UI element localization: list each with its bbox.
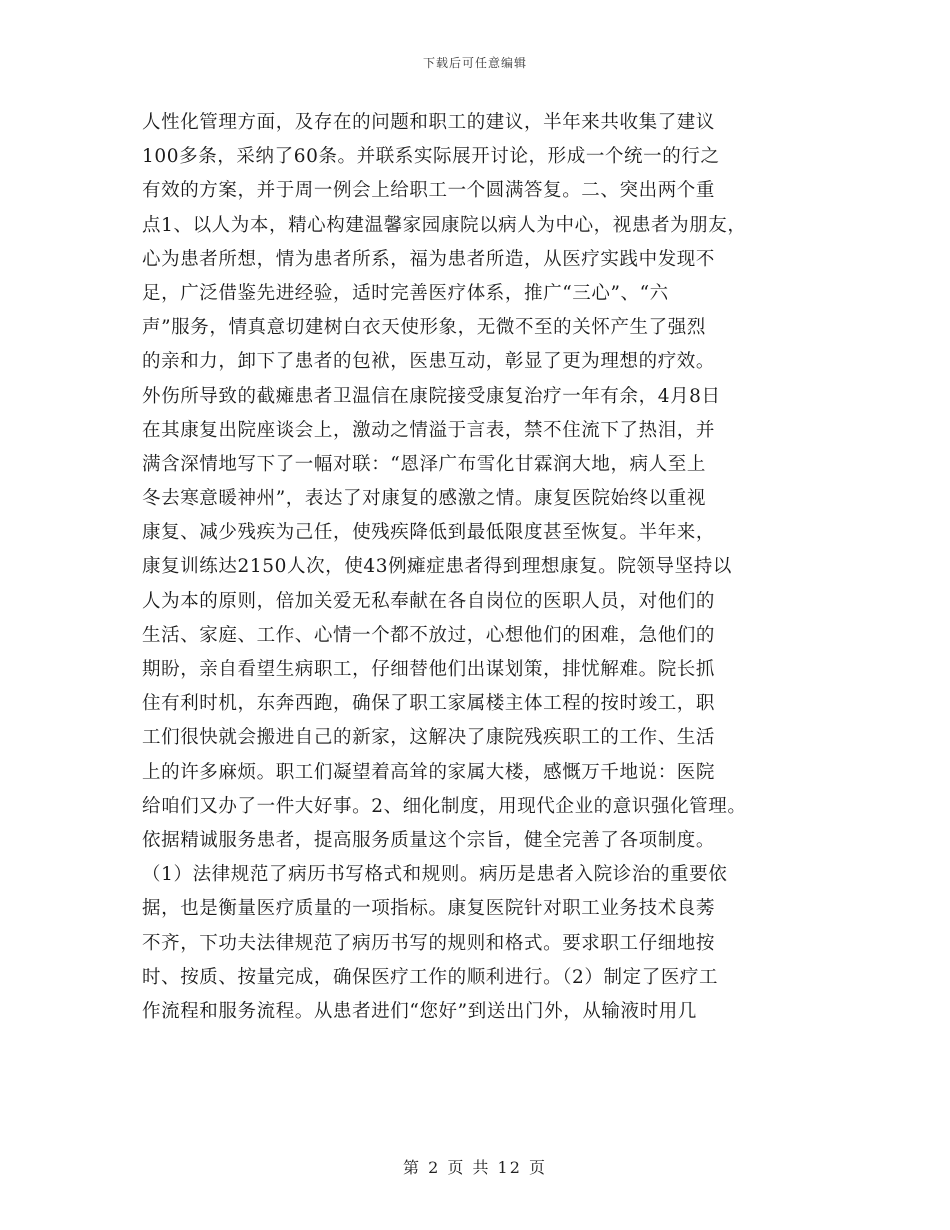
text-line: 给咱们又办了一件大好事。2、细化制度，用现代企业的意识强化管理。 bbox=[142, 795, 747, 817]
text-line: 人性化管理方面，及存在的问题和职工的建议，半年来共收集了建议 bbox=[142, 112, 716, 133]
text-line: 心为患者所想，情为患者所系，福为患者所造，从医疗实践中发现不 bbox=[142, 248, 716, 270]
text-line: 作流程和服务流程。从患者进们“您好”到送出门外，从输液时用几 bbox=[142, 1000, 697, 1022]
text-line: 依据精诚服务患者，提高服务质量这个宗旨，健全完善了各项制度。 bbox=[142, 829, 716, 851]
text-line: 生活、家庭、工作、心情一个都不放过，心想他们的困难，急他们的 bbox=[142, 624, 716, 646]
text-line: 上的许多麻烦。职工们凝望着高耸的家属大楼，感慨万千地说：医院 bbox=[142, 761, 716, 783]
text-line: 在其康复出院座谈会上，激动之情溢于言表，禁不住流下了热泪，并 bbox=[142, 419, 716, 441]
text-line: 的亲和力，卸下了患者的包袱，医患互动，彰显了更为理想的疗效。 bbox=[142, 351, 716, 373]
text-line: 康复训练达2150人次，使43例瘫症患者得到理想康复。院领导坚持以 bbox=[142, 556, 732, 578]
text-line: 满含深情地写下了一幅对联：“恩泽广布雪化甘霖润大地，病人至上 bbox=[142, 453, 706, 475]
text-line: （1）法律规范了病历书写格式和规则。病历是患者入院诊治的重要依 bbox=[142, 864, 728, 886]
text-line: 外伤所导致的截瘫患者卫温信在康院接受康复治疗一年有余，4月8日 bbox=[142, 385, 721, 407]
text-line: 声”服务，情真意切建树白衣天使形象，无微不至的关怀产生了强烈 bbox=[142, 317, 706, 339]
text-line: 住有利时机，东奔西跑，确保了职工家属楼主体工程的按时竣工，职 bbox=[142, 693, 716, 715]
text-line: 工们很快就会搬进自己的新家，这解决了康院残疾职工的工作、生活 bbox=[142, 727, 716, 749]
page-header: 下载后可任意编辑 bbox=[422, 56, 527, 70]
text-line: 时、按质、按量完成，确保医疗工作的顺利进行。（2）制定了医疗工 bbox=[142, 966, 719, 988]
text-line: 点1、以人为本，精心构建温馨家园康院以病人为中心，视患者为朋友， bbox=[142, 214, 747, 236]
text-line: 据，也是衡量医疗质量的一项指标。康复医院针对职工业务技术良莠 bbox=[142, 898, 716, 920]
text-line: 冬去寒意暖神州”，表达了对康复的感激之情。康复医院始终以重视 bbox=[142, 488, 706, 510]
text-line: 康复、减少残疾为己任，使残疾降低到最低限度甚至恢复。半年来， bbox=[142, 522, 716, 544]
text-line: 有效的方案，并于周一例会上给职工一个圆满答复。二、突出两个重 bbox=[142, 180, 716, 202]
text-line: 100多条，采纳了60条。并联系实际展开讨论，形成一个统一的行之 bbox=[142, 146, 720, 168]
text-line: 足，广泛借鉴先进经验，适时完善医疗体系，推广“三心”、“六 bbox=[142, 282, 669, 304]
text-line: 期盼，亲自看望生病职工，仔细替他们出谋划策，排忧解难。院长抓 bbox=[142, 659, 716, 680]
document-body bbox=[142, 106, 822, 1029]
text-line: 不齐，下功夫法律规范了病历书写的规则和格式。要求职工仔细地按 bbox=[142, 932, 716, 954]
text-line: 人为本的原则，倍加关爱无私奉献在各自岗位的医职人员，对他们的 bbox=[142, 590, 716, 612]
page-number-footer: 第 2 页 共 12 页 bbox=[403, 1158, 547, 1177]
